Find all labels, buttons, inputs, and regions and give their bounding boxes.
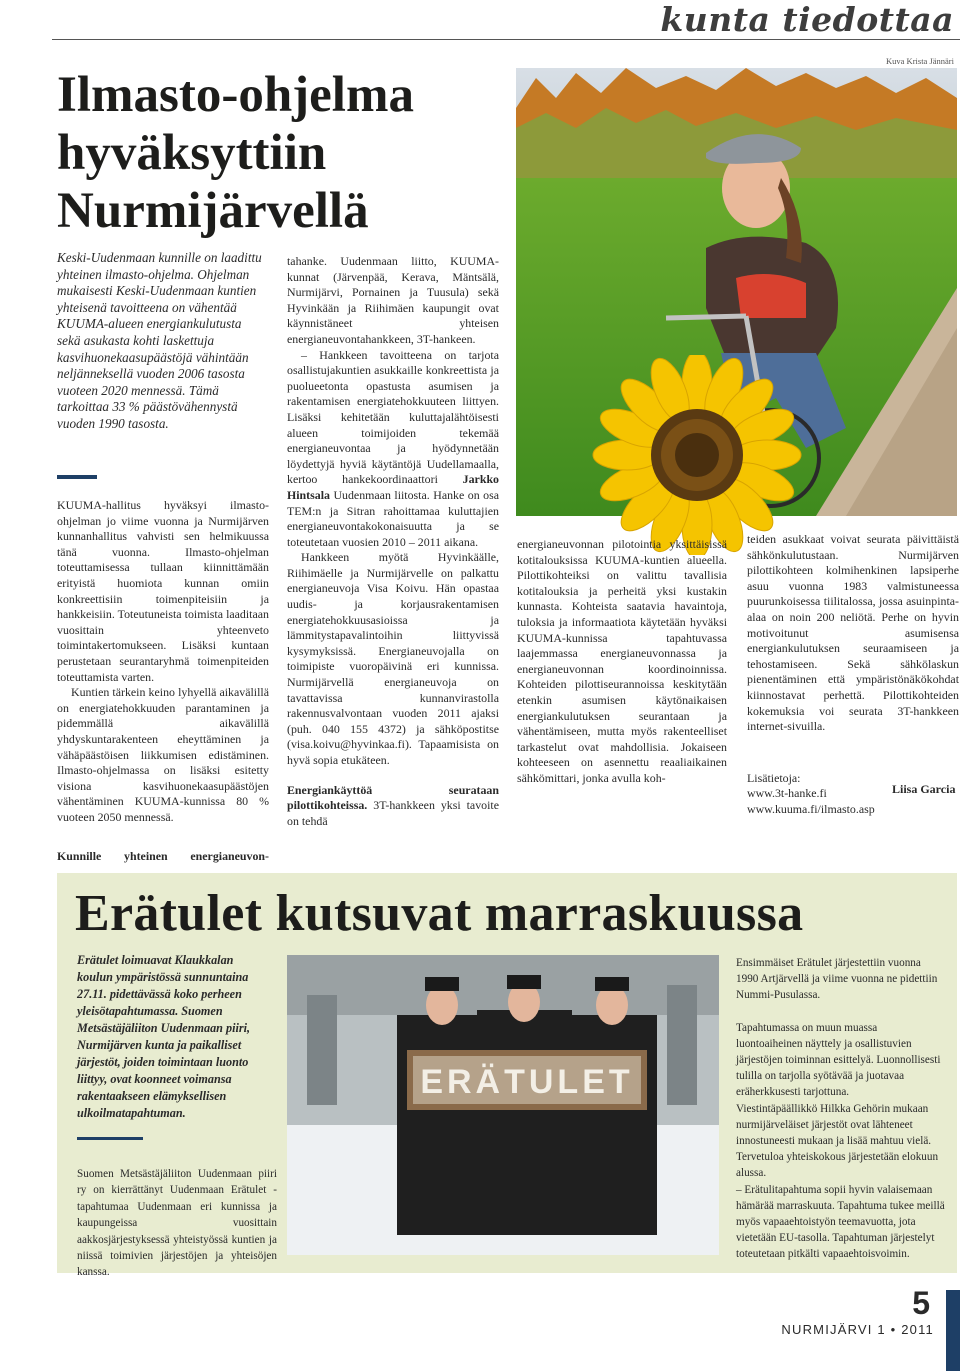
section-title: kunta tiedottaa [660, 0, 954, 39]
headline-line: hyväksyttiin [57, 125, 327, 181]
paragraph: Tapahtumassa on muun muassa luontoaiheinen näyttely ja osallistuvien järjestöjen toiminnan esittelyä. Luonnollisesti tulilla on tarjolla syötävää ja juotavaa eräherkkusesti tarjottuna. [736, 1021, 941, 1099]
paragraph: tahanke. Uudenmaan liitto, KUUMA-kunnat (Järvenpää, Kerava, Mäntsälä, Nurmijärvi, Pornainen ja Tuusula) sekä Hyvinkään ja Riihimäen kaupungit ovat käynnistäneet yhteisen energianeuvontahankkeen, 3T-hankeen. [287, 254, 499, 346]
paragraph: teiden asukkaat voivat seurata päivittäistä sähkönkulutustaan. Nurmijärven pilottikohteen kolmihenkinen lapsiperhe asuu vuonna 1983 valmistuneessa puurunkoisessa tiilitalossa, jossa asuinpinta-alaa on noin 200 neliötä. Perhe on hyvin motivoitunut asumisensa energiankulutuksen seuraamiseen ja tehostamiseen. Sekä sähkölaskun pienentäminen että ympäristönäkökohdat kiinnostavat perhettä. Pilottikohteiden kokemuksia voi seurata 3T-hankkeen internet-sivuilla. [747, 532, 959, 734]
team-photo [287, 955, 719, 1255]
paragraph: Ensimmäiset Erätulet järjestettiin vuonna 1990 Artjärvellä ja viime vuonna ne pidettiin Nummi-Pusulassa. [736, 957, 938, 1002]
article-column-3 [517, 537, 727, 787]
article-2-column-1: Suomen Metsästäjäliiton Uudenmaan piiri ry on kierrättänyt Uudenmaan Erätulet -tapahtumaa Uudenmaan eri kunnissa ja kaupungeissa vuosittain aakkosjärjestyksessä yhteistyössä kuntien ja niissä toimivien järjestöjen ja yhteisöjen kanssa. [77, 1168, 277, 1279]
photo-credit: Kuva Krista Jännäri [886, 56, 954, 66]
article-2-lead: Erätulet loimuavat Klaukkalan koulun ympäristössä sunnuntaina 27.11. pidettävässä koko perheen yleisötapahtumassa. Suomen Metsästäjäliiton Uudenmaan piiri, Nurmijärven kunta ja paikalliset järjestöt, joiden toimintaan luonto liittyy, ovat koonneet voimansa rakentaakseen elämyksellisen ulkoilmatapahtuman. [77, 953, 251, 1120]
article-column-4 [747, 532, 959, 818]
article-column-2 [287, 254, 499, 829]
paragraph: Kuntien tärkein keino lyhyellä aikavälillä on energiatehokkuuden parantaminen ja pidemmällä aikavälillä yhdyskuntarakenteen eheyttäminen ja vähäpäästöisen liikkumisen edistäminen. Ilmasto-ohjelmassa on lisäksi esitetty visiona kasvihuonekaasupäästöjen vähentäminen KUUMA-kunnissa 80 % vuoteen 2050 mennessä. [57, 685, 269, 824]
sunflower-image [590, 355, 805, 555]
sign-text: ERÄTULET [420, 1063, 634, 1101]
lead-divider [57, 475, 97, 479]
paragraph-text: 3T-hankkeen yksi tavoite on tehdä [287, 798, 499, 828]
publication-info: NURMIJÄRVI 1 • 2011 [781, 1322, 934, 1337]
footer-accent-bar [946, 1290, 960, 1371]
info-label: Lisätietoja: [747, 770, 801, 785]
person-name: Jarkko Hintsala [287, 472, 499, 502]
headline-line: Ilmasto-ohjelma [57, 67, 414, 123]
paragraph-text: – Hankkeen tavoitteena on tarjota osallistujakuntien asukkaille konkreettista ja puolueetonta opastusta asumisen ja rakentamisen energiatehokkuuteen liittyen. Lisäksi kehitetään kuluttajalähtöisesti alueen toimijoiden tekemää energianeuvontaa ja hyödynnetään löydettyjä hyviä käytäntöjä Uudellamaalla, kertoo hankekoordinaattori [287, 347, 499, 487]
paragraph: Hankkeen myötä Hyvinkäälle, Riihimäelle ja Nurmijärvelle on palkattu energianeuvoja Visa Koivu. Hän opastaa uudis- ja korjausrakentamisen energiatehokkuusasioissa ja lämmitystapavalintoihin liittyvissä kysymyksissä. Energianeuvojalla on toimipiste vuoropäivinä eri kunnissa. Nurmijärvellä energianeuvoja on tavattavissa kunnanvirastolla rakennusvalvontaan vuoden 2011 ajaksi (puh. 040 155 4372) ja sähköpostitse (visa.koivu@hyvinkaa.fi). Tapaamisista on hyvä sopia etukäteen. [287, 550, 499, 767]
page-number: 5 [912, 1285, 930, 1321]
lead-divider [77, 1137, 143, 1140]
article-column-1 [57, 498, 269, 865]
paragraph [287, 783, 499, 830]
paragraph: – Erätulitapahtuma sopii hyvin valaisemaan hämärää marraskuuta. Tapahtuma tukee meillä myös vapaaehtoistyön teemavuotta, jota vietetään EU-tasolla. Tapahtuman järjestelyt toteutetaan pitkälti vapaaehtoisvoimin. [736, 1183, 945, 1261]
author-signature: Liisa Garcia [892, 782, 956, 796]
article-headline [57, 66, 487, 240]
paragraph: energianeuvonnan pilotointia yksittäisissä kotitalouksissa KUUMA-kuntien alueella. Pilottikohteiksi on valittu tavallisia kotitalouksia ja perheitä yksi kustakin kunnasta. Kohteista saatavia havaintoja, tuloksia ja informaatiota käytetään hyväksi KUUMA-kunnissa tapahtuvassa laajemmassa energianeuvonnassa ja energianeuvonnan koordinoinnissa. Kohteiden pilottiseurannoissa keskitytään etenkin asumisen käytönaikaisen energiankulutuksen seurantaan ja vähentämiseen, mutta myös rakenteelliset tarkastelut ovat mahdollisia. Jokaiseen kohteeseen on asennettu reaaliaikainen sähkömittari, jonka avulla koh- [517, 537, 727, 785]
article-2-headline: Erätulet kutsuvat marraskuussa [75, 885, 804, 942]
article-2-column-3 [736, 955, 946, 1263]
header-rule [52, 39, 960, 40]
info-link[interactable]: www.kuuma.fi/ilmasto.asp [747, 801, 875, 816]
headline-line: Nurmijärvellä [57, 183, 369, 239]
subheading: Energiankäyttöä seurataan pilottikohteissa. [287, 782, 499, 813]
subheading: Kunnille yhteinen energianeuvon- [57, 849, 269, 864]
paragraph-text: Uudenmaan liitosta. Hanke on osa TEM:n ja Sitran rahoittamaa kuluttajien energianeuvontakokonaisuutta ja se toteutetaan vuosien 2010 – 2011 aikana. [287, 487, 499, 549]
paragraph: Viestintäpäällikkö Hilkka Gehörin mukaan nurmijärveläiset järjestöt ovat lähteneet innostuneesti mukaan ja lisää mahtuu vielä. Tervetuloa yhteiskokous järjestetään elokuun alussa. [736, 1102, 939, 1180]
article-lead: Keski-Uudenmaan kunnille on laadittu yhteinen ilmasto-ohjelma. Ohjelman mukaisesti Keski-Uudenmaan kuntien yhteisenä tavoitteena on vähentää KUUMA-alueen energiankulutusta sekä asukasta kohti laskettuja kasvihuonekaasupäästöjä vähintään neljänneksellä vuoden 2006 tasosta vuoteen 2020 mennessä. Tämä tarkoittaa 33 % päästövähennystä vuoden 1990 tasosta. [57, 250, 262, 431]
paragraph [287, 348, 499, 551]
info-link[interactable]: www.3t-hanke.fi [747, 786, 827, 801]
paragraph: KUUMA-hallitus hyväksyi ilmasto-ohjelman jo viime vuonna ja Nurmijärven kunnanhallitus vahvisti sen helmikuussa tänä vuonna. Ilmasto-ohjelman toteuttamisessa tullaan kiinnittämään erityistä huomiota kunnan omiin konkreettisiin toimenpiteisiin ja hankkeisiin. Toteutuneista toimista laaditaan vuosittain yhteenveto toimintakertomukseen. Lisäksi kuntaan perustetaan seurantaryhmä toimenpiteiden toteuttamista varten. [57, 498, 269, 684]
